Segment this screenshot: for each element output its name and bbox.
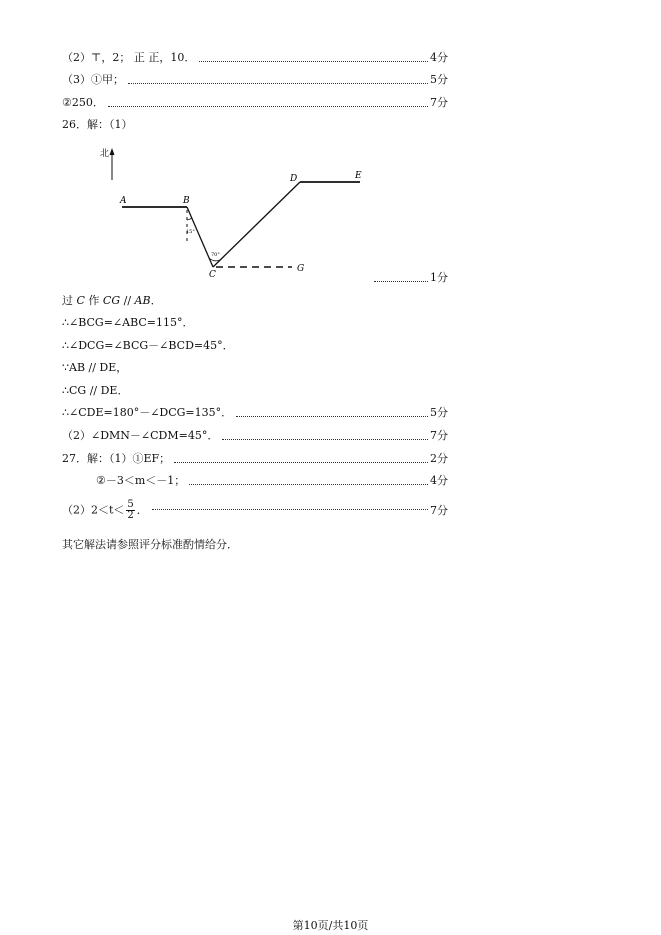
score: 5分 (430, 73, 448, 86)
label-c: C (209, 270, 216, 280)
label-a: A (120, 196, 127, 206)
answer-text: （2）2＜t＜ $\frac{5}{2}$ ． (62, 499, 148, 521)
leader-dots (199, 60, 428, 62)
score: 4分 (430, 474, 448, 487)
answer-line-3b (62, 96, 448, 110)
grading-note: 其它解法请参照评分标准酌情给分． (62, 538, 238, 551)
answer-26-2 (62, 429, 448, 443)
answer-text: 27．解：（1）①EF； (62, 452, 171, 465)
answer-27-1-1 (62, 452, 448, 466)
angle-arc-b (187, 218, 192, 220)
angle-label-b: 15° (186, 229, 195, 235)
question-26-heading: 26．解：（1） (62, 118, 133, 131)
leader-dots (174, 461, 428, 463)
leader-dots (128, 82, 428, 84)
answer-text: （2）⊤，2； 正 正，10． (62, 51, 196, 64)
proof-step-parallel-given: ∵AB // DE， (62, 361, 128, 374)
score: 7分 (430, 429, 448, 442)
leader-dots (222, 438, 428, 440)
proof-step-dcg: ∴∠DCG=∠BCG－∠BCD=45°． (62, 339, 234, 352)
page-footer: 第10页/共10页 (292, 919, 369, 932)
leader-dots (152, 508, 428, 510)
score: 7分 (430, 503, 448, 517)
diagram-score-line (370, 271, 448, 285)
proof-step-bcg: ∴∠BCG=∠ABC=115°． (62, 316, 194, 329)
score: 1分 (430, 271, 448, 284)
angle-label-c: 70° (211, 252, 220, 258)
score: 4分 (430, 51, 448, 64)
score: 2分 (430, 452, 448, 465)
label-b: B (183, 196, 190, 206)
answer-text: ②－3＜m＜－1； (96, 474, 186, 487)
answer-text: ∴∠CDE=180°－∠DCG=135°． (62, 406, 233, 419)
segment-cd (213, 182, 300, 267)
proof-step-cde (62, 406, 448, 420)
answer-27-1-2 (96, 474, 448, 488)
fraction-five-halves: $\frac{5}{2}$ (127, 499, 134, 521)
proof-step-construct: 过 C 作 CG // AB． (62, 294, 162, 307)
leader-dots (189, 483, 428, 485)
answer-text: ②250． (62, 96, 104, 109)
label-g: G (297, 264, 305, 274)
leader-dots (236, 415, 428, 417)
north-label: 北 (100, 149, 110, 159)
leader-dots (108, 105, 428, 107)
score: 7分 (430, 96, 448, 109)
leader-dots (374, 280, 428, 282)
proof-step-parallel-result: ∴CG // DE． (62, 384, 129, 397)
answer-line-3 (62, 73, 448, 87)
answer-text: （3）①甲； (62, 73, 124, 86)
score: 5分 (430, 406, 448, 419)
answer-27-2 (62, 500, 448, 521)
geometry-diagram (0, 140, 661, 300)
label-e: E (355, 171, 362, 181)
answer-text: （2）∠DMN－∠CDM=45°． (62, 429, 219, 442)
north-arrow-head (110, 148, 115, 155)
answer-line-2 (62, 51, 448, 65)
label-d: D (290, 174, 298, 184)
